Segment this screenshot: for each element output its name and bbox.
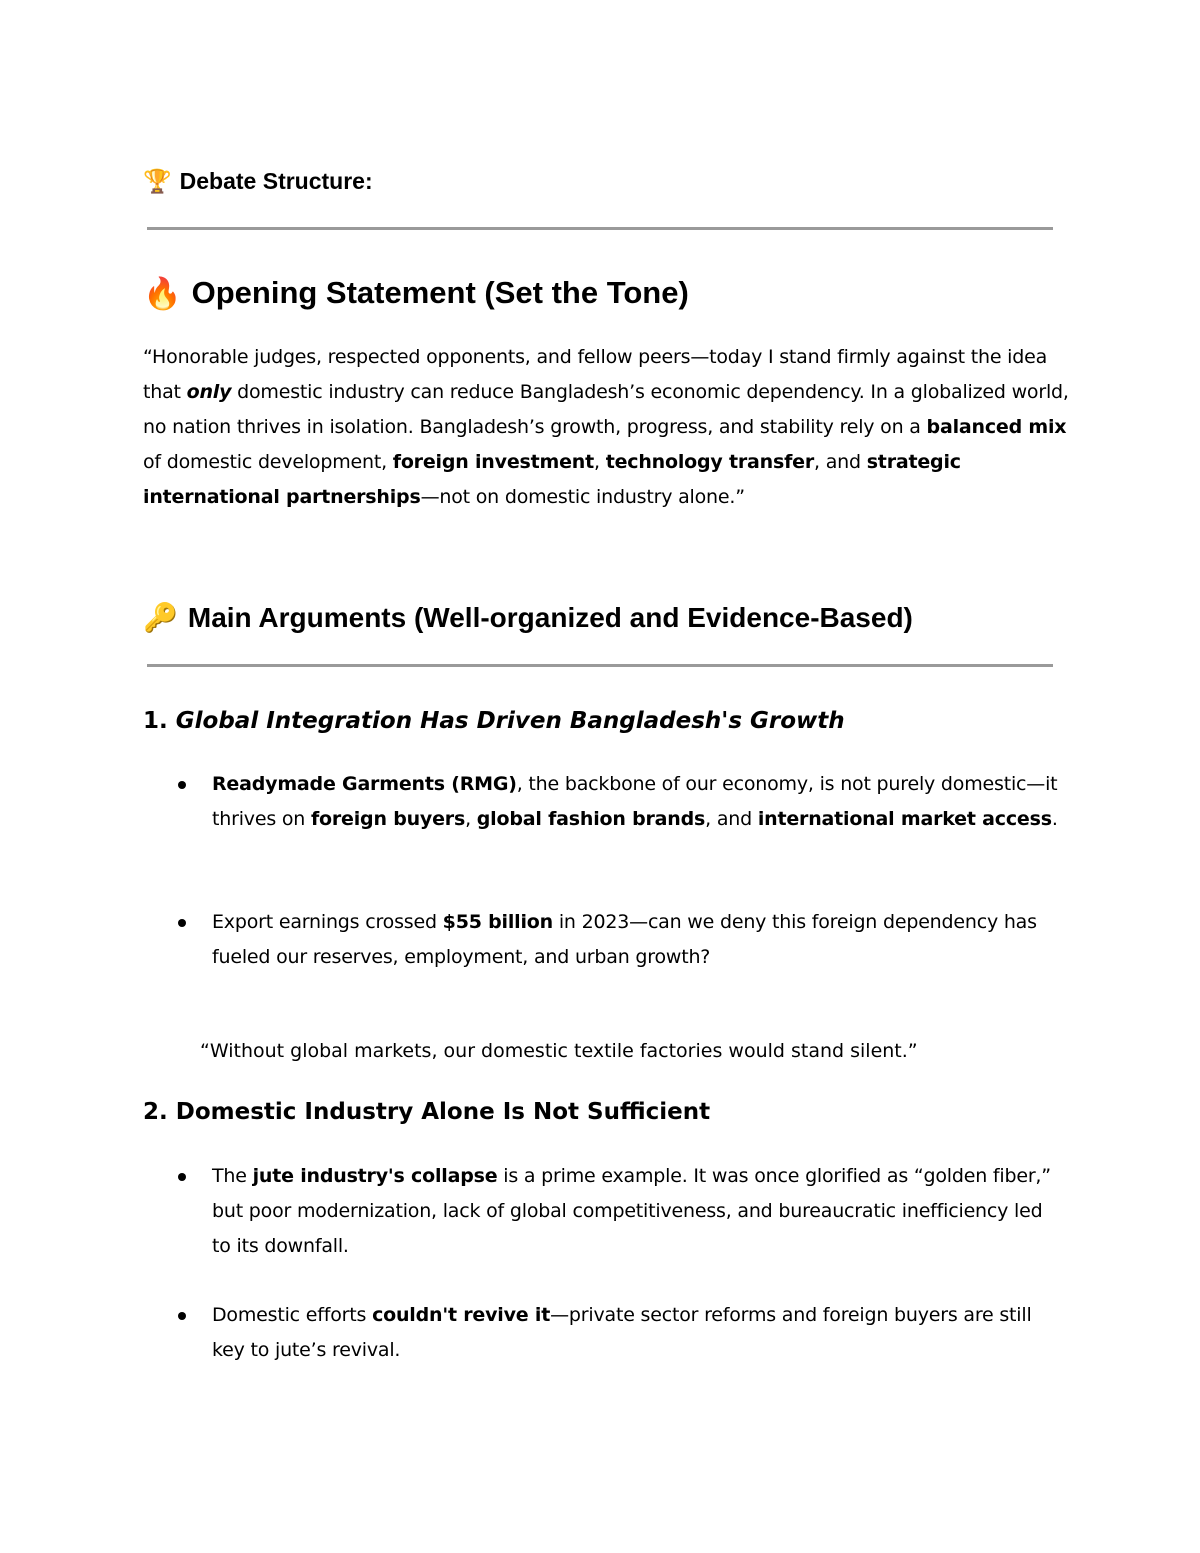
text: , [465, 808, 477, 830]
bullet-dot [178, 919, 186, 927]
text: , the backbone of our economy, is not purely domestic—it thrives on [212, 773, 1058, 830]
bold-global-fashion-brands: global fashion brands [476, 808, 706, 830]
main-arguments-title: Main Arguments (Well-organized and Evidence-Based) [187, 602, 913, 633]
text: in 2023—can we deny this foreign dependency has fueled our reserves, employment, and urban growth? [212, 911, 1037, 968]
opening-text-6: —not on domestic industry alone.” [420, 486, 745, 508]
argument-1-heading [143, 708, 845, 734]
opening-bold-foreign-investment: foreign investment [392, 451, 594, 473]
list-item [178, 1159, 1058, 1264]
fire-icon: 🔥 [143, 275, 182, 311]
bold-rmg: Readymade Garments (RMG) [212, 773, 517, 795]
opening-bold-technology-transfer: technology transfer [605, 451, 815, 473]
opening-statement-heading [143, 275, 689, 311]
bold-55-billion: $55 billion [442, 911, 553, 933]
bullet-dot [178, 1173, 186, 1181]
opening-text-4: , [594, 451, 606, 473]
bullet-dot [178, 1312, 186, 1320]
bold-jute-collapse: jute industry's collapse [252, 1165, 498, 1187]
key-icon: 🔑 [143, 602, 178, 633]
opening-statement-title: Opening Statement (Set the Tone) [191, 275, 689, 310]
opening-text-1: “Honorable judges, respected opponents, and fellow peers—today I stand firmly against the idea that [143, 346, 1048, 403]
divider-1 [147, 227, 1053, 230]
bold-international-market-access: international market access [757, 808, 1052, 830]
argument-2-title: Domestic Industry Alone Is Not Sufficient [175, 1099, 711, 1125]
divider-2 [147, 664, 1053, 667]
argument-1-quote: “Without global markets, our domestic textile factories would stand silent.” [200, 1040, 918, 1062]
argument-1-title: Global Integration Has Driven Bangladesh's Growth [175, 708, 845, 734]
trophy-icon: 🏆 [143, 168, 172, 194]
opening-bold-partnerships: strategic international partnerships [143, 451, 961, 508]
argument-2-heading [143, 1099, 710, 1125]
opening-emphasis-only: only [186, 381, 232, 403]
debate-structure-text: Debate Structure: [179, 168, 373, 194]
opening-bold-balanced-mix: balanced mix [926, 416, 1067, 438]
text: Export earnings crossed [212, 911, 443, 933]
bold-foreign-buyers: foreign buyers [310, 808, 466, 830]
argument-2-number: 2. [143, 1099, 168, 1125]
opening-text-5: , and [814, 451, 867, 473]
bullet-dot [178, 781, 186, 789]
opening-text-2: domestic industry can reduce Bangladesh’s economic dependency. In a globalized world, no nation thrives in isolation. Bangladesh’s growth, progress, and stability rely on a [143, 381, 1069, 438]
list-item [178, 767, 1058, 837]
text: —private sector reforms and foreign buyers are still key to jute’s revival. [212, 1304, 1032, 1361]
text: is a prime example. It was once glorified as “golden fiber,” but poor modernization, lack of global competitiveness, and bureaucratic inefficiency led to its downfall. [212, 1165, 1051, 1257]
text: , and [705, 808, 758, 830]
opening-paragraph [143, 340, 1073, 515]
bold-couldnt-revive: couldn't revive it [372, 1304, 551, 1326]
text: . [1051, 808, 1058, 830]
text: Domestic efforts [212, 1304, 373, 1326]
opening-text-3: of domestic development, [143, 451, 393, 473]
list-item [178, 1298, 1058, 1368]
list-item [178, 905, 1058, 975]
argument-1-number: 1. [143, 708, 168, 734]
text: The [212, 1165, 253, 1187]
debate-structure-heading [143, 168, 373, 195]
main-arguments-heading [143, 602, 913, 634]
